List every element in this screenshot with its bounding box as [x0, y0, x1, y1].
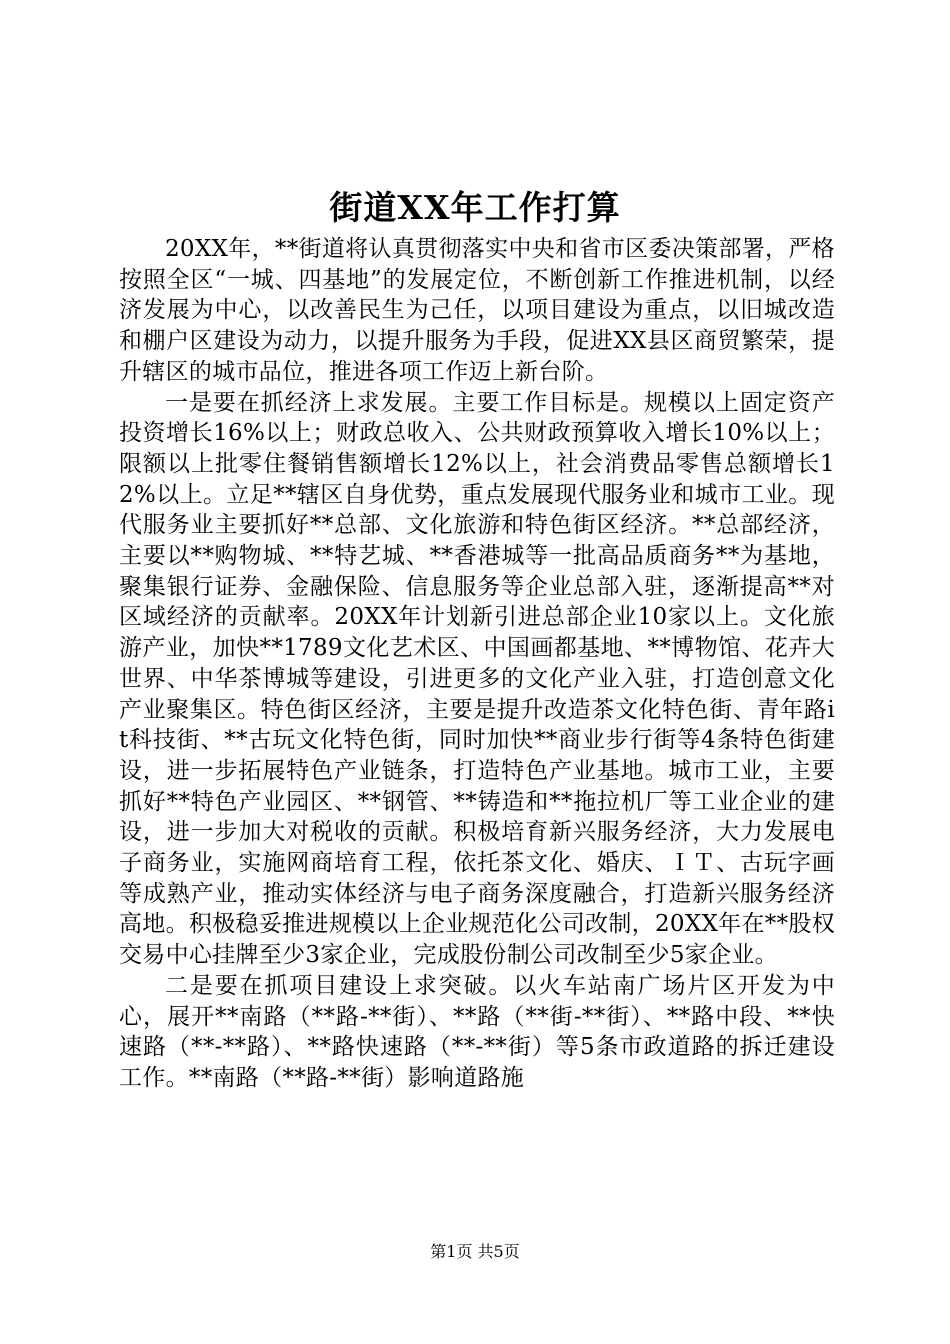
paragraph-intro: 20XX年，**街道将认真贯彻落实中央和省市区委决策部署，严格按照全区“一城、四基地”的发展定位，不断创新工作推进机制，以经济发展为中心，以改善民生为己任，以项目建设为重点，以旧城改造和棚户区建设为动力，以提升服务为手段，促进XX县区商贸繁荣，提升辖区的城市品位，推进各项工作迈上新台阶。	[119, 236, 835, 385]
paragraph-projects: 二是要在抓项目建设上求突破。以火车站南广场片区开发为中心，展开**南路（**路-**街）、**路（**街-**街）、**路中段、**快速路（**-**路）、**路快速路（**-**街）等5条市政道路的拆迁建设工作。**南路（**路-**街）影响道路施	[119, 972, 835, 1091]
page-number-footer: 第1页 共5页	[430, 1242, 520, 1261]
paragraph-economy: 一是要在抓经济上求发展。主要工作目标是。规模以上固定资产投资增长16%以上；财政总收入、公共财政预算收入增长10%以上；限额以上批零住餐销售额增长12%以上，社会消费品零售总额增长12%以上。立足**辖区自身优势，重点发展现代服务业和城市工业。现代服务业主要抓好**总部、文化旅游和特色街区经济。**总部经济，主要以**购物城、**特艺城、**香港城等一批高品质商务**为基地，聚集银行证券、金融保险、信息服务等企业总部入驻，逐渐提高**对区域经济的贡献率。20XX年计划新引进总部企业10家以上。文化旅游产业，加快**1789文化艺术区、中国画都基地、**博物馆、花卉大世界、中华茶博城等建设，引进更多的文化产业入驻，打造创意文化产业聚集区。特色街区经济，主要是提升改造茶文化特色街、青年路it科技街、**古玩文化特色街，同时加快**商业步行街等4条特色街建设，进一步拓展特色产业链条，打造特色产业基地。城市工业，主要抓好**特色产业园区、**钢管、**铸造和**拖拉机厂等工业企业的建设，进一步加大对税收的贡献。积极培育新兴服务经济，大力发展电子商务业，实施网商培育工程，依托茶文化、婚庆、ＩＴ、古玩字画等成熟产业，推动实体经济与电子商务深度融合，打造新兴服务经济高地。积极稳妥推进规模以上企业规范化公司改制，20XX年在**股权交易中心挂牌至少3家企业，完成股份制公司改制至少5家企业。	[119, 389, 835, 969]
document-body	[119, 234, 835, 1094]
document-title: 街道XX年工作打算	[329, 188, 621, 227]
